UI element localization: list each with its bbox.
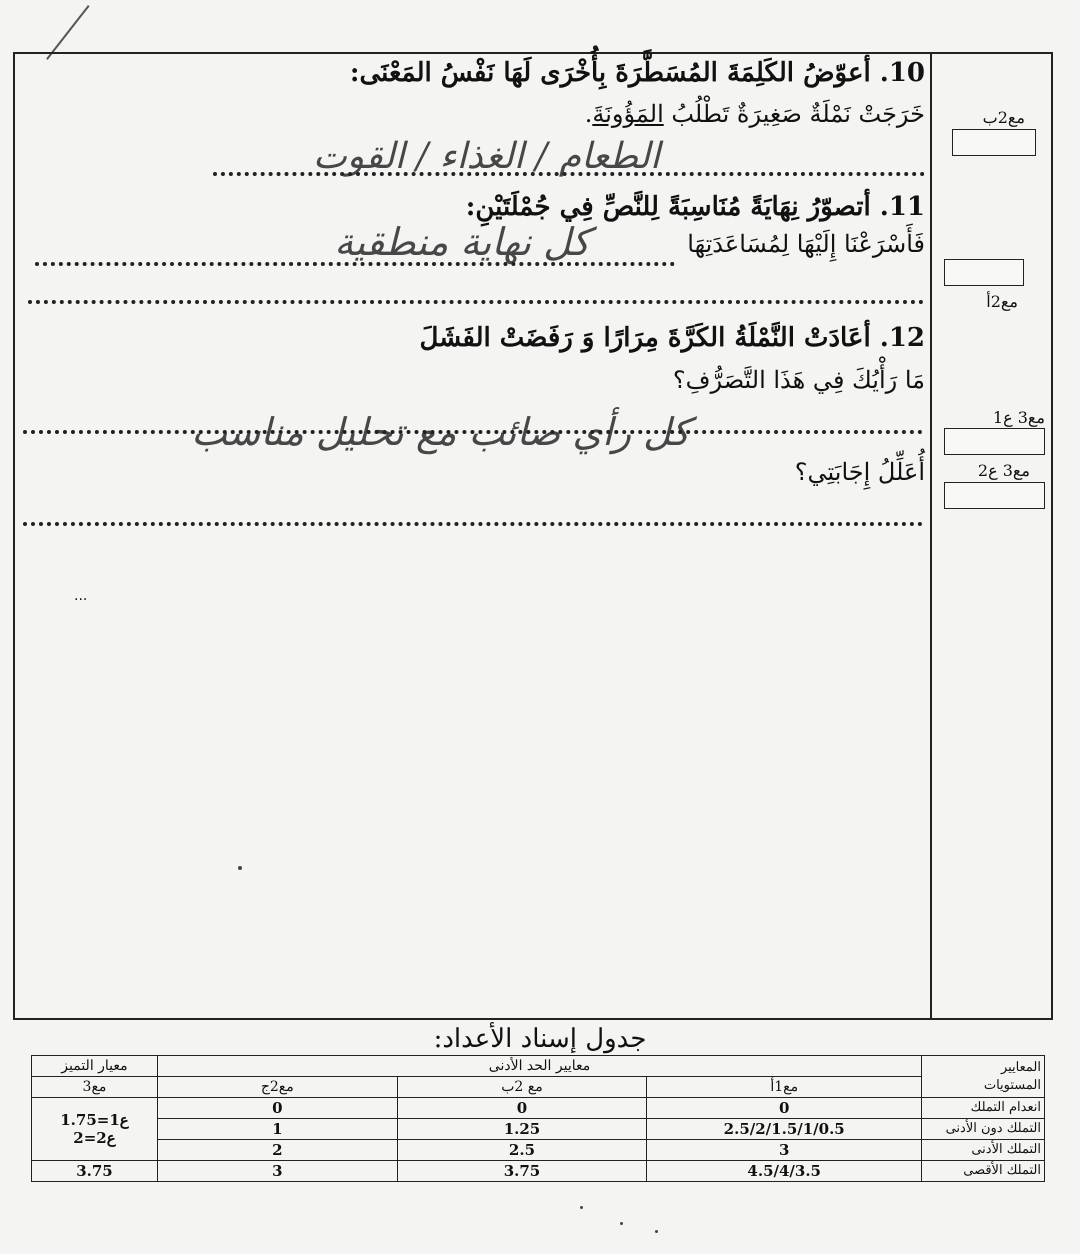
corner-levels-label: المستويات <box>983 1077 1041 1093</box>
criterion-header: مع1أ <box>647 1077 922 1098</box>
table-row <box>32 1119 1045 1140</box>
grading-table-title: جدول إسناد الأعداد: <box>433 1024 647 1054</box>
score-cell: 0 <box>397 1098 647 1119</box>
stray-speck <box>238 866 242 870</box>
q12-prompt-text: أعَادَتْ النَّمْلَةُ الكَرَّةَ مِرَارًا وَ رَفَضَتْ الفَشَلَ <box>419 323 871 353</box>
excellence-line-2: ع2=2 <box>73 1129 116 1147</box>
criterion-header: مع3 <box>32 1077 158 1098</box>
q11-prompt <box>466 192 925 222</box>
excellence-breakdown-cell <box>32 1098 158 1161</box>
level-label: التملك دون الأدنى <box>922 1119 1045 1140</box>
min-criteria-header: معايير الحد الأدنى <box>157 1056 921 1077</box>
q12-criterion-2-label: مع3 ع2 <box>977 461 1030 480</box>
excellence-header: معيار التميز <box>32 1056 158 1077</box>
criteria-column-divider <box>930 52 932 1020</box>
score-cell: 4.5/4/3.5 <box>647 1161 922 1182</box>
table-row <box>32 1140 1045 1161</box>
criterion-header: مع 2ب <box>397 1077 647 1098</box>
q12-answer-line-1 <box>23 430 923 434</box>
score-cell: 3 <box>647 1140 922 1161</box>
stray-speck <box>620 1222 623 1225</box>
score-cell: 2.5/2/1.5/1/0.5 <box>647 1119 922 1140</box>
score-cell: 3 <box>157 1161 397 1182</box>
q10-underlined-word: المَؤُونَةَ <box>592 100 664 128</box>
q12-prompt <box>420 323 925 353</box>
q10-sentence-prefix: خَرَجَتْ نَمْلَةٌ صَغِيرَةٌ تَطْلُبُ <box>663 100 925 128</box>
score-cell: 1.25 <box>397 1119 647 1140</box>
q12-sub-question-2: أُعَلِّلُ إِجَابَتِي؟ <box>794 458 925 486</box>
score-cell: 2 <box>157 1140 397 1161</box>
corner-criteria-label: المعايير <box>1000 1059 1041 1075</box>
stray-speck <box>655 1230 658 1233</box>
q11-handwritten-answer: كل نهاية منطقية <box>334 220 590 264</box>
q10-prompt <box>350 58 925 88</box>
table-row <box>32 1098 1045 1119</box>
stray-speck <box>580 1206 583 1209</box>
q11-score-box[interactable] <box>944 259 1024 286</box>
level-label: انعدام التملك <box>922 1098 1045 1119</box>
score-cell: 0 <box>157 1098 397 1119</box>
q10-criterion-label: مع2ب <box>982 108 1025 127</box>
q12-sub-question-1: مَا رَأْيُكَ فِي هَذَا التَّصَرُّفِ؟ <box>672 366 925 394</box>
q12-answer-line-2 <box>23 522 923 526</box>
q10-sentence <box>585 100 925 128</box>
q11-criterion-label: مع2أ <box>986 292 1018 311</box>
q10-handwritten-answer: الطعام / الغذاء / القوت <box>313 136 660 177</box>
q11-number: 11. <box>879 192 925 222</box>
excellence-max-cell: 3.75 <box>32 1161 158 1182</box>
excellence-line-1: ع1=1.75 <box>60 1111 129 1129</box>
level-label: التملك الأقصى <box>922 1161 1045 1182</box>
q12-score-box-2[interactable] <box>944 482 1045 509</box>
q12-handwritten-answer: كل رأي صائب مع تحليل مناسب <box>191 410 690 454</box>
q10-prompt-text: أعوّضُ الكَلِمَةَ المُسَطَّرَةَ بِأُخْرَى لَهَا نَفْسُ المَعْنَى: <box>349 58 871 88</box>
criterion-header: مع2ج <box>157 1077 397 1098</box>
q10-score-box[interactable] <box>952 129 1036 156</box>
q11-answer-line-2 <box>28 300 924 304</box>
level-label: التملك الأدنى <box>922 1140 1045 1161</box>
q12-score-box-1[interactable] <box>944 428 1045 455</box>
score-cell: 1 <box>157 1119 397 1140</box>
q10-answer-line <box>213 172 925 176</box>
score-cell: 3.75 <box>397 1161 647 1182</box>
q12-criterion-1-label: مع3 ع1 <box>992 408 1045 427</box>
q10-sentence-suffix: . <box>584 100 593 128</box>
q10-number: 10. <box>879 58 925 88</box>
table-corner-cell <box>922 1056 1045 1098</box>
q11-prompt-text: أتصوّرُ نِهَايَةً مُنَاسِبَةً لِلنَّصِّ فِي جُمْلَتَيْنِ: <box>465 192 871 222</box>
q11-answer-line-1 <box>35 262 675 266</box>
q12-number: 12. <box>879 323 925 353</box>
score-cell: 0 <box>647 1098 922 1119</box>
table-row <box>32 1161 1045 1182</box>
grading-table <box>31 1055 1045 1182</box>
q11-sentence: فَأَسْرَعْنَا إِلَيْهَا لِمُسَاعَدَتِهَا <box>687 230 925 258</box>
score-cell: 2.5 <box>397 1140 647 1161</box>
stray-dots: ... <box>74 588 88 604</box>
